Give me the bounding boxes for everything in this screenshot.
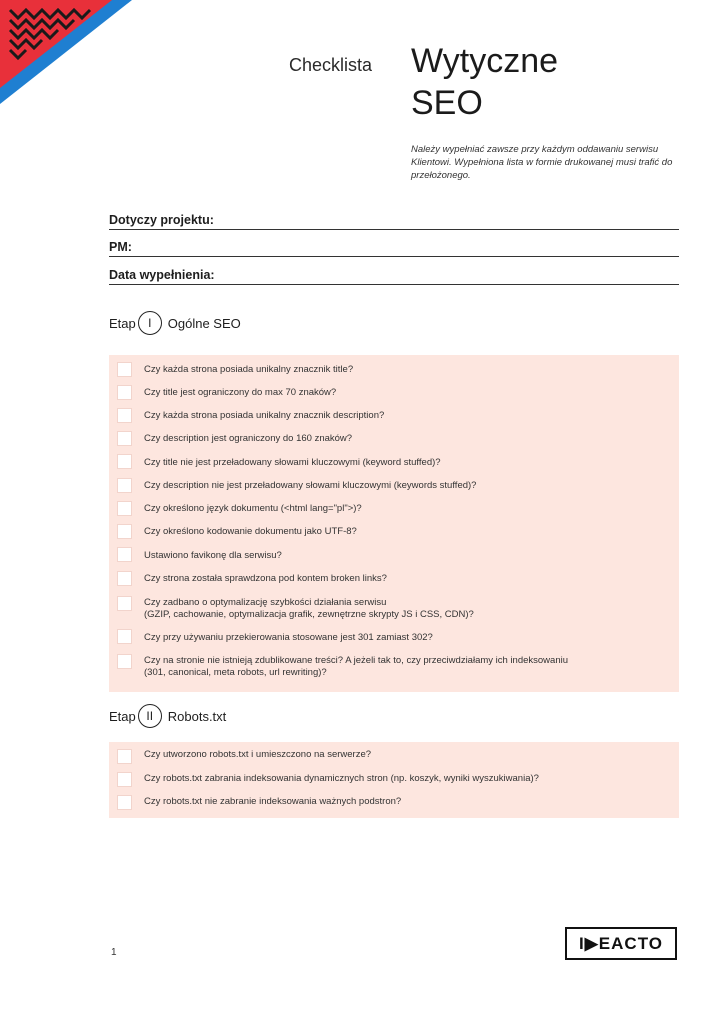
title-line-2: SEO [411, 84, 483, 122]
stage-number-badge: I [138, 311, 162, 335]
checklist-item: Czy robots.txt nie zabranie indeksowania ważnych podstron? [144, 796, 402, 807]
checklist-item: Czy zadbano o optymalizację szybkości działania serwisu [144, 597, 387, 608]
checklist-item: Ustawiono favikonę dla serwisu? [144, 550, 282, 561]
checklist-item: Czy description nie jest przeładowany słowami kluczowymi (keywords stuffed)? [144, 480, 477, 491]
checkbox[interactable] [117, 454, 132, 469]
checklist-item: Czy description jest ograniczony do 160 znaków? [144, 433, 353, 444]
checklist-item: Czy strona została sprawdzona pod kontem broken links? [144, 573, 387, 584]
checkbox[interactable] [117, 408, 132, 423]
checklist-item: Czy określono język dokumentu (<html lang="pl">)? [144, 503, 362, 514]
checkbox[interactable] [117, 547, 132, 562]
stage-prefix: Etap [109, 708, 136, 724]
checklist-item: Czy na stronie nie istnieją zdublikowane treści? A jeżeli tak to, czy przeciwdziałamy ich indeksowaniu [144, 655, 569, 666]
stage-1-checklist [109, 355, 679, 692]
checklist-item: Czy każda strona posiada unikalny znacznik description? [144, 410, 385, 421]
stage-name: Ogólne SEO [167, 315, 241, 331]
checkbox[interactable] [117, 795, 132, 810]
stage-prefix: Etap [109, 315, 136, 331]
date-field[interactable]: Data wypełnienia: [109, 268, 679, 285]
instruction-note: Należy wypełniać zawsze przy każdym oddawaniu serwisu Klientowi. Wypełniona lista w formie drukowanej musi trafić do przełożonego. [411, 144, 673, 181]
project-field[interactable]: Dotyczy projektu: [109, 213, 679, 230]
checkbox[interactable] [117, 478, 132, 493]
stage-2-heading [109, 704, 226, 728]
checklist-item-continuation: (301, canonical, meta robots, url rewriting)? [144, 667, 327, 678]
checkbox[interactable] [117, 654, 132, 669]
ideacto-logo: I▶EACTO [565, 927, 677, 960]
checklist-item: Czy title jest ograniczony do max 70 znaków? [144, 387, 337, 398]
pm-field[interactable]: PM: [109, 240, 679, 257]
title-line-1: Wytyczne [411, 42, 559, 80]
stage-2-checklist [109, 742, 679, 818]
checkbox[interactable] [117, 501, 132, 516]
checkbox[interactable] [117, 749, 132, 764]
checklist-item: Czy przy używaniu przekierowania stosowane jest 301 zamiast 302? [144, 632, 433, 643]
checklist-item: Czy utworzono robots.txt i umieszczono na serwerze? [144, 749, 372, 760]
checklist-item: Czy każda strona posiada unikalny znacznik title? [144, 364, 354, 375]
checkbox[interactable] [117, 629, 132, 644]
checkbox[interactable] [117, 571, 132, 586]
checkbox[interactable] [117, 772, 132, 787]
corner-decoration [0, 0, 140, 110]
stage-number-badge: II [138, 704, 162, 728]
checklist-item: Czy robots.txt zabrania indeksowania dynamicznych stron (np. koszyk, wyniki wyszukiwania)? [144, 773, 539, 784]
checkbox[interactable] [117, 524, 132, 539]
checkbox[interactable] [117, 385, 132, 400]
document-label: Checklista [289, 55, 373, 75]
checkbox[interactable] [117, 362, 132, 377]
checklist-item: Czy title nie jest przeładowany słowami kluczowymi (keyword stuffed)? [144, 457, 441, 468]
stage-1-heading [109, 311, 241, 335]
checkbox[interactable] [117, 596, 132, 611]
checklist-item: Czy określono kodowanie dokumentu jako UTF-8? [144, 526, 357, 537]
checkbox[interactable] [117, 431, 132, 446]
page-title [411, 40, 558, 124]
checklist-item-continuation: (GZIP, cachowanie, optymalizacja grafik, zewnętrzne skrypty JS i CSS, CDN)? [144, 609, 474, 620]
stage-name: Robots.txt [167, 708, 227, 724]
page-number: 1 [111, 947, 117, 958]
